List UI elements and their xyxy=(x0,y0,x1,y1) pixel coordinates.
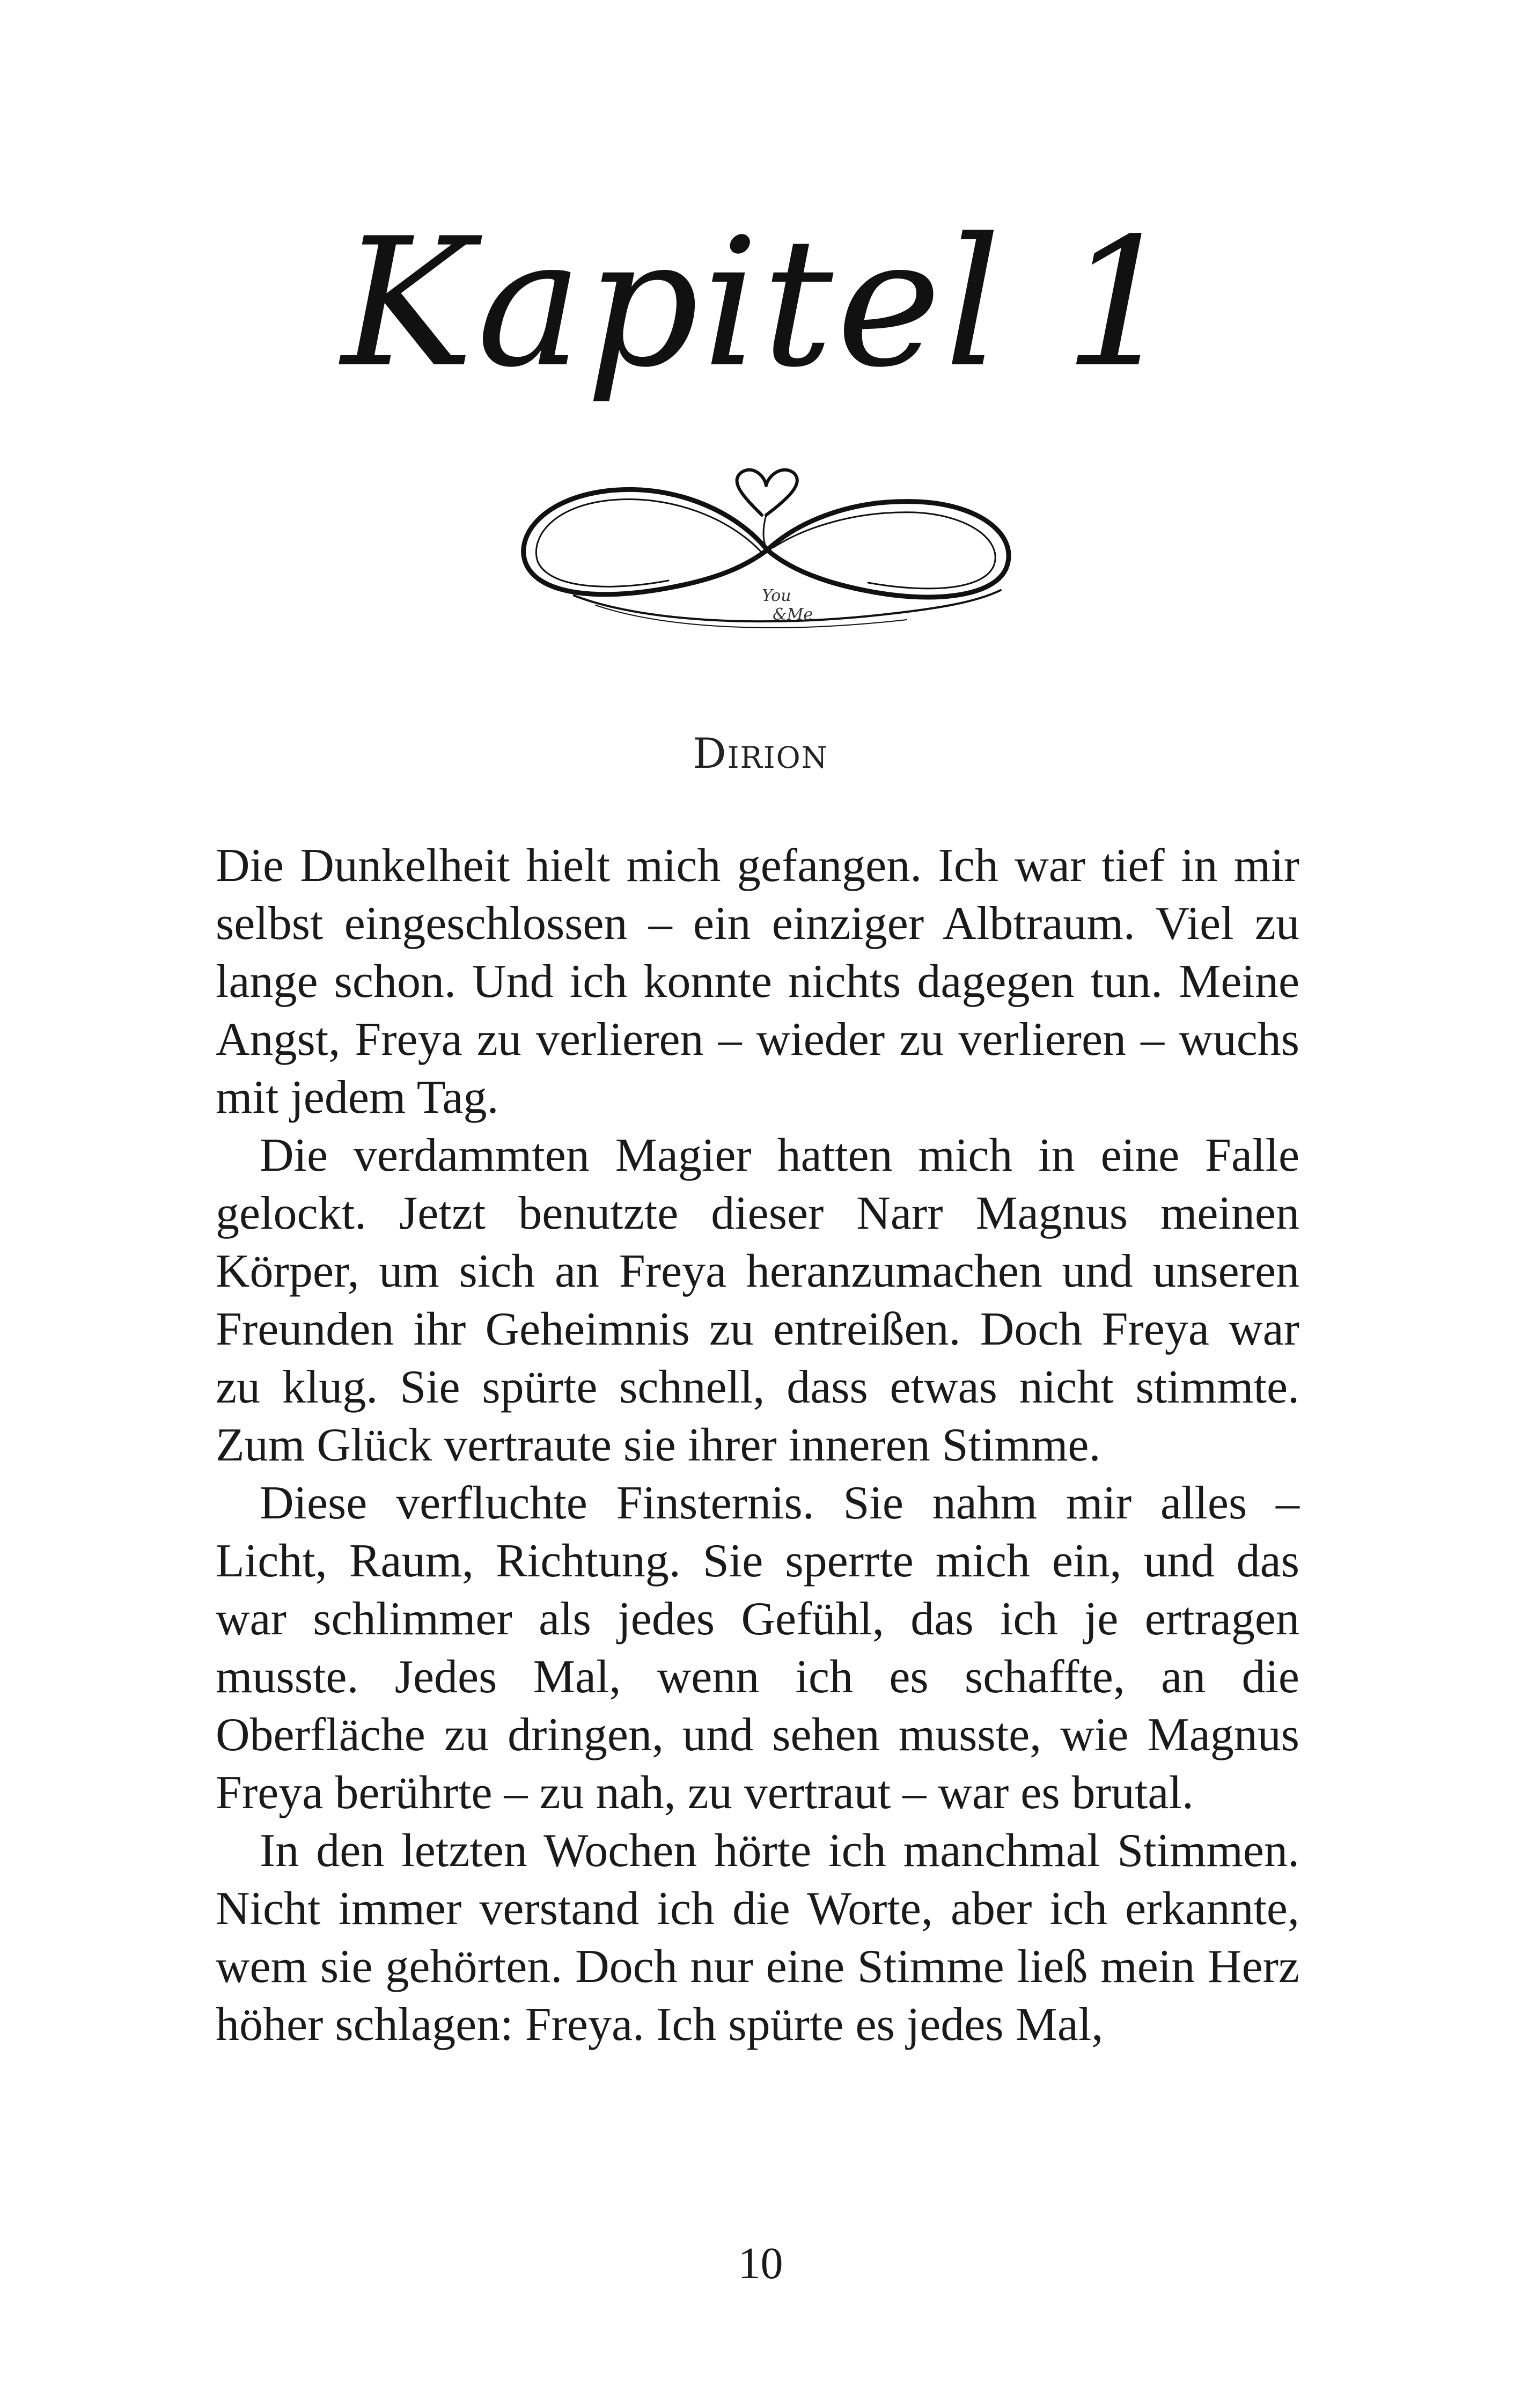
paragraph: In den letzten Wochen hörte ich manchmal Stimmen. Nicht immer verstand ich die Worte, aber ich erkannte, wem sie gehörten. Doch nur eine Stimme ließ mein Herz höher schlagen: Freya. Ich spürte es jedes Mal, xyxy=(216,1825,1299,2051)
chapter-body xyxy=(216,837,1299,2054)
svg-text:You: You xyxy=(762,586,791,605)
svg-text:&Me: &Me xyxy=(773,605,813,624)
page-number: 10 xyxy=(738,2238,783,2288)
paragraph: Die Dunkelheit hielt mich gefangen. Ich war tief in mir selbst eingeschlossen – ein einziger Albtraum. Viel zu lange schon. Und ich konnte nichts dagegen tun. Meine Angst, Freya zu verlieren – wieder zu verlieren – wuchs mit jedem Tag. xyxy=(216,840,1299,1124)
pov-character-name: Dirion xyxy=(693,730,828,778)
infinity-heart-icon xyxy=(510,461,1025,638)
chapter-title: Kapitel 1 xyxy=(341,200,1180,406)
paragraph: Die verdammten Magier hatten mich in eine Falle gelockt. Jetzt benutzte dieser Narr Magnus meinen Körper, um sich an Freya heranzumachen und unseren Freunden ihr Geheimnis zu entreißen. Doch Freya war zu klug. Sie spürte schnell, dass etwas nicht stimmte. Zum Glück vertraute sie ihrer inneren Stimme. xyxy=(216,1129,1299,1471)
paragraph: Diese verfluchte Finsternis. Sie nahm mir alles – Licht, Raum, Richtung. Sie sperrte mich ein, und das war schlimmer als jedes Gefühl, das ich je ertragen musste. Jedes Mal, wenn ich es schaffte, an die Oberfläche zu dringen, und sehen musste, wie Magnus Freya berührte – zu nah, zu vertraut – war es brutal. xyxy=(216,1477,1299,1819)
